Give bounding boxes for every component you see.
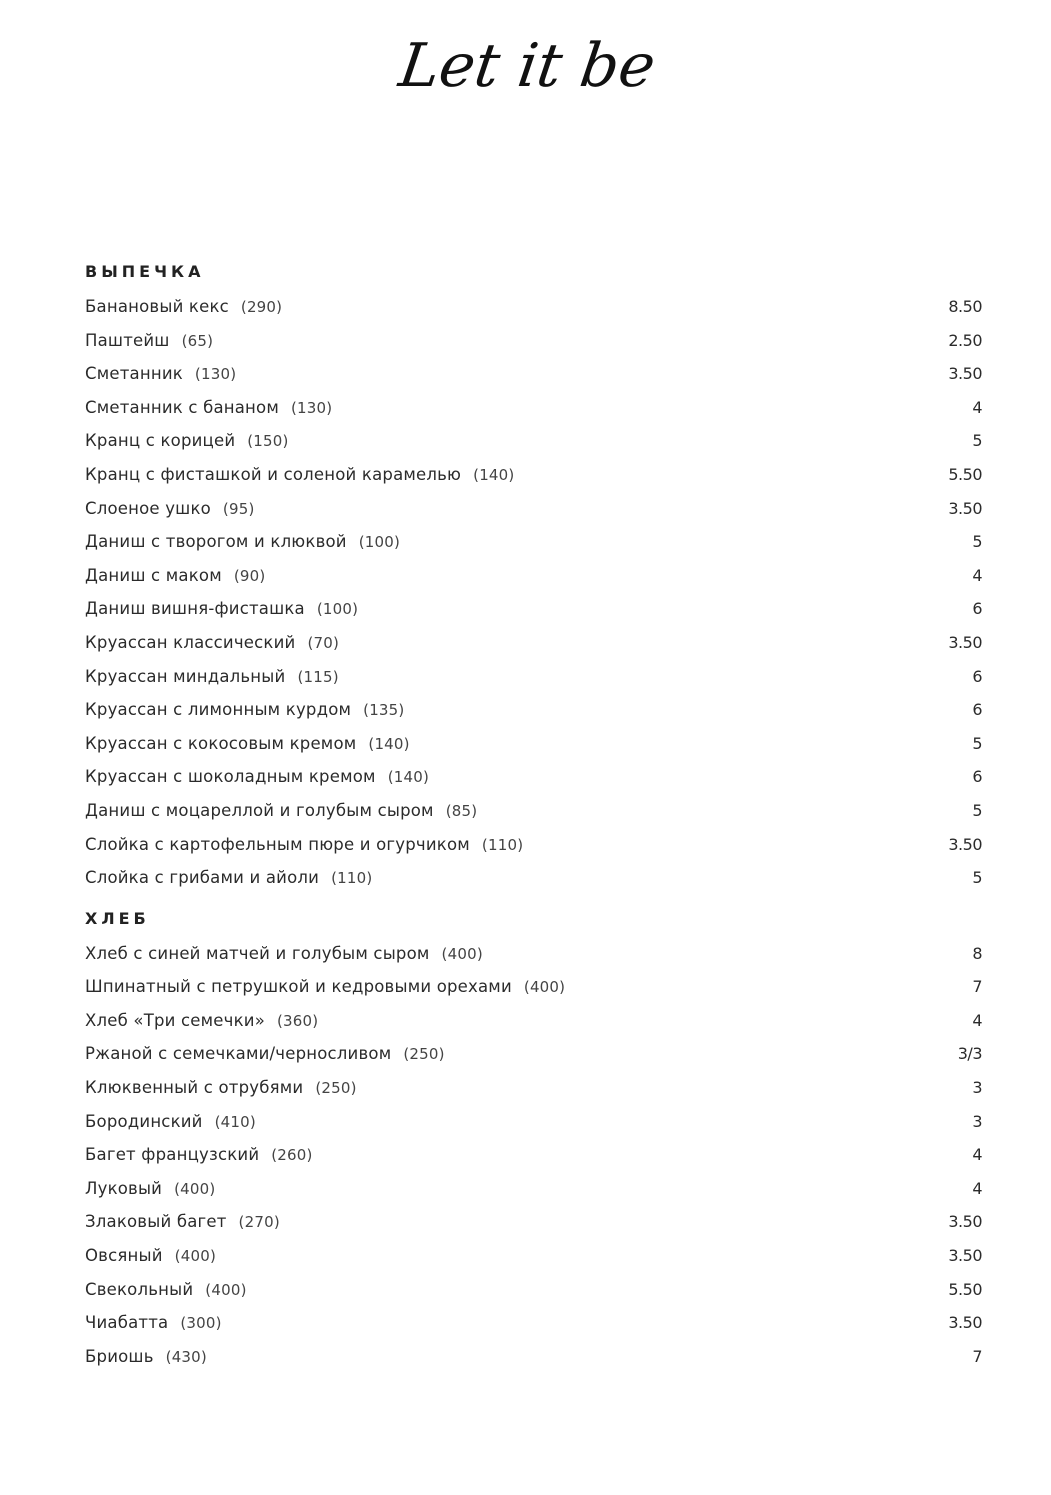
item-price: 3.50 xyxy=(948,632,982,652)
menu-item xyxy=(85,525,982,559)
menu-item-label xyxy=(85,458,514,493)
item-name: Злаковый багет xyxy=(85,1212,227,1232)
item-name: Слойка с грибами и айоли xyxy=(85,868,320,888)
item-price: 5.50 xyxy=(948,464,982,484)
menu-item xyxy=(85,1138,982,1172)
menu-item-label xyxy=(85,290,282,325)
menu-item-label xyxy=(85,660,339,695)
item-weight: (90) xyxy=(233,566,266,585)
menu-item xyxy=(85,458,982,492)
menu-item xyxy=(85,970,982,1004)
item-price: 3 xyxy=(972,1111,982,1131)
item-weight: (410) xyxy=(214,1112,256,1131)
item-name: Сметанник с бананом xyxy=(85,397,279,417)
menu-item-label xyxy=(85,1239,216,1274)
menu-item-label xyxy=(85,1071,357,1106)
item-price: 3.50 xyxy=(948,1246,982,1266)
item-price: 5 xyxy=(972,431,982,451)
menu-item xyxy=(85,592,982,626)
menu-item xyxy=(85,1037,982,1071)
menu-item xyxy=(85,1004,982,1038)
menu-item xyxy=(85,693,982,727)
item-name: Чиабатта xyxy=(85,1313,169,1333)
item-weight: (140) xyxy=(387,768,430,787)
menu-item-label xyxy=(85,1004,318,1039)
menu-section xyxy=(85,905,982,1374)
menu-item xyxy=(85,1172,982,1206)
item-name: Круассан с лимонным курдом xyxy=(85,700,352,720)
item-name: Круассан с кокосовым кремом xyxy=(85,733,357,753)
item-weight: (135) xyxy=(363,701,405,720)
item-price: 3.50 xyxy=(948,364,982,384)
item-weight: (115) xyxy=(297,667,339,686)
item-price: 4 xyxy=(972,1178,982,1198)
item-price: 5 xyxy=(972,733,982,753)
item-price: 7 xyxy=(972,977,982,997)
menu-item-label xyxy=(85,760,429,795)
item-name: Слойка с картофельным пюре и огурчиком xyxy=(85,834,470,854)
menu-item-label xyxy=(85,357,236,392)
item-weight: (140) xyxy=(473,465,515,484)
item-name: Круассан миндальный xyxy=(85,666,286,686)
item-price: 6 xyxy=(972,767,982,787)
item-weight: (65) xyxy=(181,331,214,350)
menu-item-label xyxy=(85,1340,207,1375)
item-weight: (400) xyxy=(523,978,566,997)
menu-item xyxy=(85,357,982,391)
item-price: 3.50 xyxy=(948,834,982,854)
menu-list xyxy=(85,258,982,1373)
menu-item-label xyxy=(85,626,339,661)
menu-item-label xyxy=(85,1105,256,1140)
menu-item-label xyxy=(85,1205,280,1240)
menu-item-label xyxy=(85,828,523,863)
item-price: 2.50 xyxy=(948,330,982,350)
section-title: ВЫПЕЧКА xyxy=(85,262,205,281)
item-name: Кранц с корицей xyxy=(85,431,236,451)
item-name: Багет французский xyxy=(85,1145,260,1165)
menu-item xyxy=(85,861,982,895)
item-weight: (100) xyxy=(316,600,359,619)
menu-item xyxy=(85,559,982,593)
item-name: Бриошь xyxy=(85,1346,154,1366)
menu-item-label xyxy=(85,525,400,560)
item-name: Круассан с шоколадным кремом xyxy=(85,767,376,787)
menu-item xyxy=(85,290,982,324)
item-price: 3 xyxy=(972,1078,982,1098)
item-weight: (70) xyxy=(307,633,340,652)
item-price: 5.50 xyxy=(948,1279,982,1299)
menu-item xyxy=(85,492,982,526)
item-name: Паштейш xyxy=(85,330,170,350)
item-price: 5 xyxy=(972,532,982,552)
menu-item-label xyxy=(85,324,213,359)
menu-item-label xyxy=(85,1138,313,1173)
menu-item-label xyxy=(85,592,358,627)
menu-item-label xyxy=(85,1172,215,1207)
item-price: 4 xyxy=(972,397,982,417)
item-name: Банановый кекс xyxy=(85,297,229,316)
item-price: 3.50 xyxy=(948,1313,982,1333)
menu-item xyxy=(85,760,982,794)
menu-item-label xyxy=(85,1273,247,1308)
svg-text:Let it be: Let it be xyxy=(394,31,660,101)
menu-item xyxy=(85,626,982,660)
item-name: Даниш вишня-фисташка xyxy=(85,599,305,619)
menu-item xyxy=(85,324,982,358)
menu-item xyxy=(85,937,982,971)
item-weight: (270) xyxy=(238,1213,280,1232)
menu-item-label xyxy=(85,794,477,829)
item-price: 5 xyxy=(972,868,982,888)
item-price: 3.50 xyxy=(948,1212,982,1232)
item-name: Хлеб «Три семечки» xyxy=(85,1010,265,1030)
menu-item xyxy=(85,424,982,458)
menu-item-label xyxy=(85,937,483,972)
menu-item-label xyxy=(85,693,404,728)
menu-item xyxy=(85,660,982,694)
item-name: Даниш с маком xyxy=(85,565,222,585)
menu-item xyxy=(85,1105,982,1139)
menu-item-label xyxy=(85,861,372,896)
item-weight: (300) xyxy=(180,1314,222,1333)
item-weight: (400) xyxy=(174,1179,216,1198)
item-name: Сметанник xyxy=(85,364,183,384)
item-name: Даниш с моцареллой и голубым сыром xyxy=(85,800,434,820)
item-weight: (130) xyxy=(194,365,237,384)
menu-item xyxy=(85,1273,982,1307)
item-price: 4 xyxy=(972,565,982,585)
item-weight: (290) xyxy=(240,298,283,316)
item-weight: (400) xyxy=(174,1247,216,1266)
item-weight: (130) xyxy=(291,398,333,417)
logo-script-text xyxy=(394,18,660,102)
item-price: 3/3 xyxy=(957,1044,982,1064)
item-name: Луковый xyxy=(85,1178,163,1198)
item-name: Свекольный xyxy=(85,1279,194,1299)
menu-item-label xyxy=(85,1037,445,1072)
menu-item xyxy=(85,794,982,828)
item-price: 6 xyxy=(972,599,982,619)
item-weight: (100) xyxy=(358,533,401,552)
item-price: 4 xyxy=(972,1010,982,1030)
item-price: 8.50 xyxy=(948,297,982,316)
item-weight: (95) xyxy=(222,499,255,518)
item-weight: (110) xyxy=(331,869,373,888)
menu-item-label xyxy=(85,391,332,426)
item-price: 4 xyxy=(972,1145,982,1165)
menu-section xyxy=(85,258,982,895)
item-weight: (400) xyxy=(441,944,483,963)
menu-item-label xyxy=(85,970,565,1005)
menu-item xyxy=(85,1205,982,1239)
item-weight: (150) xyxy=(247,432,289,451)
menu-item xyxy=(85,1340,982,1374)
item-name: Даниш с творогом и клюквой xyxy=(85,532,347,552)
item-weight: (260) xyxy=(271,1146,313,1165)
menu-item-label xyxy=(85,727,410,762)
menu-item-label xyxy=(85,1306,222,1341)
item-price: 7 xyxy=(972,1346,982,1366)
menu-item-label xyxy=(85,559,265,594)
item-weight: (140) xyxy=(368,734,410,753)
item-name: Хлеб с синей матчей и голубым сыром xyxy=(85,943,430,963)
item-weight: (250) xyxy=(315,1079,357,1098)
item-price: 8 xyxy=(972,943,982,963)
item-name: Бородинский xyxy=(85,1111,203,1131)
item-weight: (400) xyxy=(205,1280,247,1299)
item-weight: (250) xyxy=(403,1045,445,1064)
item-name: Кранц с фисташкой и соленой карамелью xyxy=(85,464,462,484)
item-weight: (110) xyxy=(481,835,524,854)
item-name: Круассан классический xyxy=(85,632,296,652)
item-name: Ржаной с семечками/черносливом xyxy=(85,1044,392,1064)
menu-item xyxy=(85,1239,982,1273)
item-name: Шпинатный с петрушкой и кедровыми орехами xyxy=(85,977,512,997)
menu-item-label xyxy=(85,492,255,527)
item-weight: (430) xyxy=(165,1347,207,1366)
menu-item xyxy=(85,1071,982,1105)
item-price: 6 xyxy=(972,666,982,686)
menu-item xyxy=(85,1306,982,1340)
item-price: 3.50 xyxy=(948,498,982,518)
item-name: Слоеное ушко xyxy=(85,498,211,518)
item-price: 5 xyxy=(972,800,982,820)
menu-item-label xyxy=(85,424,289,459)
brand-logo xyxy=(0,18,1051,106)
item-name: Клюквенный с отрубями xyxy=(85,1078,304,1098)
item-weight: (85) xyxy=(445,801,478,820)
item-price: 6 xyxy=(972,700,982,720)
menu-item xyxy=(85,828,982,862)
menu-item xyxy=(85,727,982,761)
menu-item xyxy=(85,391,982,425)
item-weight: (360) xyxy=(277,1011,319,1030)
item-name: Овсяный xyxy=(85,1246,163,1266)
section-title: ХЛЕБ xyxy=(85,908,150,928)
